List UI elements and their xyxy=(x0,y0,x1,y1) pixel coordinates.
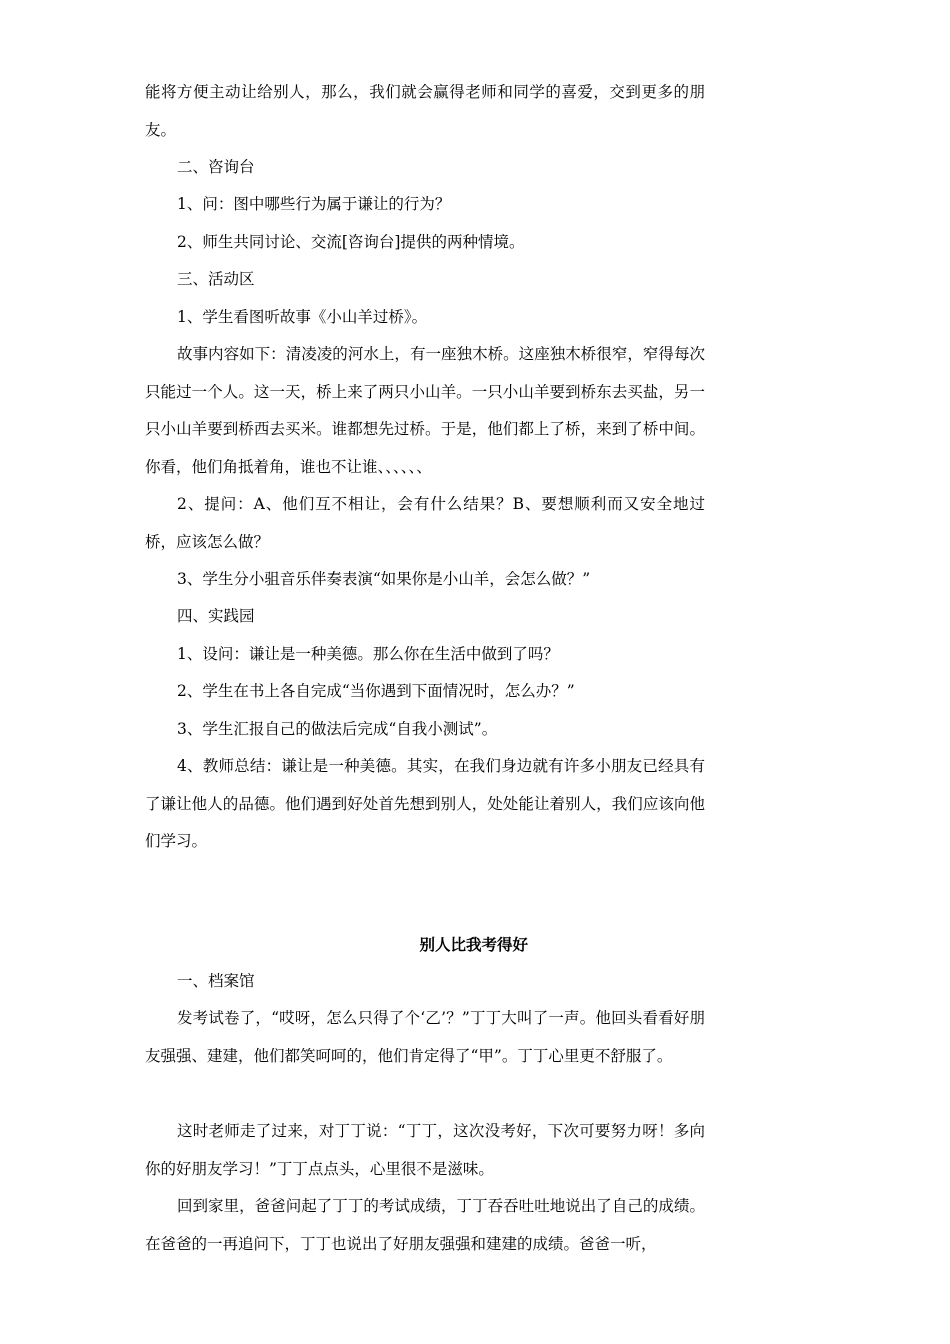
consult-item-1: 1、问：图中哪些行为属于谦让的行为？ xyxy=(177,195,451,213)
heading-practice-garden: 四、实践园 xyxy=(177,607,255,625)
lesson-title: 别人比我考得好 xyxy=(419,935,528,954)
story-paragraph: 故事内容如下：清凌凌的河水上，有一座独木桥。这座独木桥很窄，窄得每次只能过一个人。这一天，桥上来了两只小山羊。一只小山羊要到桥东去买盐，另一只小山羊要到桥西去买米。谁都想先过桥。于是，他们都上了桥，来到了桥中间。你看，他们角抵着角，谁也不让谁、、、、、、 xyxy=(145,345,705,476)
practice-item-1: 1、设问：谦让是一种美德。那么你在生活中做到了吗？ xyxy=(177,645,559,663)
heading-archive: 一、档案馆 xyxy=(177,972,255,990)
activity-item-2: 2、提问：A、他们互不相让，会有什么结果？B、要想顺利而又安全地过桥，应该怎么做？ xyxy=(145,495,705,551)
paragraph-continuation: 能将方便主动让给别人，那么，我们就会赢得老师和同学的喜爱，交到更多的朋友。 xyxy=(145,83,705,139)
story-paragraph-3: 回到家里，爸爸问起了丁丁的考试成绩，丁丁吞吞吐吐地说出了自己的成绩。在爸爸的一再追问下，丁丁也说出了好朋友强强和建建的成绩。爸爸一听， xyxy=(145,1197,705,1253)
practice-item-4-summary: 4、教师总结：谦让是一种美德。其实，在我们身边就有许多小朋友已经具有了谦让他人的品德。他们遇到好处首先想到别人，处处能让着别人，我们应该向他们学习。 xyxy=(145,757,705,850)
heading-consult-desk: 二、咨询台 xyxy=(177,158,255,176)
consult-item-2: 2、师生共同讨论、交流[咨询台]提供的两种情境。 xyxy=(177,233,525,251)
story-paragraph-2: 这时老师走了过来，对丁丁说：“丁丁，这次没考好，下次可要努力呀！多向你的好朋友学习！”丁丁点点头，心里很不是滋味。 xyxy=(145,1122,705,1178)
activity-item-3: 3、学生分小驵音乐伴奏表演“如果你是小山羊，会怎么做？” xyxy=(177,570,591,588)
practice-item-2: 2、学生在书上各自完成“当你遇到下面情况时，怎么办？” xyxy=(177,682,575,700)
story-paragraph-1: 发考试卷了，“哎呀，怎么只得了个‘乙’？”丁丁大叫了一声。他回头看看好朋友强强、建建，他们都笑呵呵的，他们肯定得了“甲”。丁丁心里更不舒服了。 xyxy=(145,1009,705,1065)
activity-item-1: 1、学生看图听故事《小山羊过桥》。 xyxy=(177,308,428,326)
heading-activity-area: 三、活动区 xyxy=(177,270,255,288)
practice-item-3: 3、学生汇报自己的做法后完成“自我小测试”。 xyxy=(177,720,498,738)
